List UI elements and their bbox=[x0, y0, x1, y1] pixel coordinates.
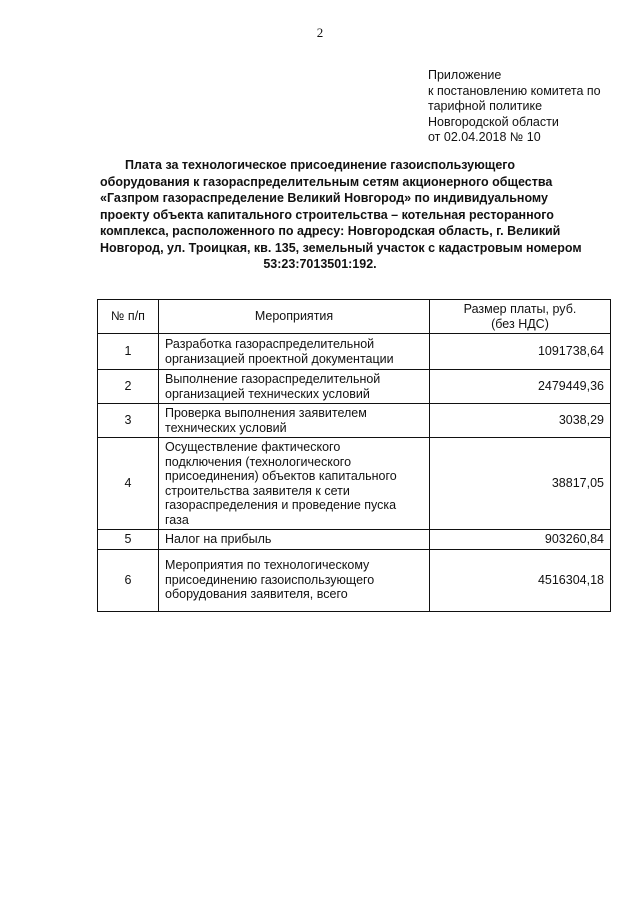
activity-line: присоединению газоиспользующего bbox=[165, 572, 375, 587]
row-fee: 1091738,64 bbox=[430, 334, 611, 370]
row-activity bbox=[159, 404, 430, 438]
title-line: оборудования к газораспределительным сетям акционерного общества bbox=[100, 174, 553, 189]
row-number: 4 bbox=[98, 438, 159, 530]
activity-line: Проверка выполнения заявителем bbox=[165, 406, 367, 420]
appendix-line: Новгородской области bbox=[428, 114, 559, 129]
row-fee: 38817,05 bbox=[430, 438, 611, 530]
row-activity bbox=[159, 334, 430, 370]
activity-line: Мероприятия по технологическому bbox=[165, 558, 370, 573]
activity-line: газораспределения и проведение пуска bbox=[165, 498, 397, 512]
activity-line: Налог на прибыль bbox=[165, 532, 272, 546]
header-fee bbox=[430, 300, 611, 334]
row-activity bbox=[159, 438, 430, 530]
row-activity bbox=[159, 549, 430, 611]
row-number: 1 bbox=[98, 334, 159, 370]
row-activity bbox=[159, 370, 430, 404]
header-fee-line: Размер платы, руб. bbox=[463, 302, 577, 316]
activity-line: подключения (технологического bbox=[165, 454, 352, 469]
table-row bbox=[98, 549, 611, 611]
header-activity: Мероприятия bbox=[159, 300, 430, 334]
activity-line: присоединения) объектов капитального bbox=[165, 469, 397, 483]
activity-line: Выполнение газораспределительной bbox=[165, 372, 381, 386]
row-number: 3 bbox=[98, 404, 159, 438]
fees-table bbox=[97, 299, 611, 612]
table-row bbox=[98, 438, 611, 530]
table-row bbox=[98, 530, 611, 550]
activity-line: организацией технических условий bbox=[165, 386, 370, 401]
activity-line: оборудования заявителя, всего bbox=[165, 587, 348, 602]
header-fee-line: (без НДС) bbox=[491, 316, 549, 331]
row-fee: 4516304,18 bbox=[430, 549, 611, 611]
table-row bbox=[98, 370, 611, 404]
appendix-header bbox=[428, 68, 628, 146]
table-header-row bbox=[98, 300, 611, 334]
appendix-line: тарифной политике bbox=[428, 99, 543, 113]
row-number: 6 bbox=[98, 549, 159, 611]
activity-line: строительства заявителя к сети bbox=[165, 483, 350, 498]
table-row bbox=[98, 334, 611, 370]
activity-line: технических условий bbox=[165, 420, 287, 435]
header-number: № п/п bbox=[98, 300, 159, 334]
title-line: «Газпром газораспределение Великий Новгород» по индивидуальному bbox=[100, 191, 548, 205]
document-title bbox=[100, 157, 582, 273]
title-line: 53:23:7013501:192. bbox=[263, 257, 377, 271]
row-activity bbox=[159, 530, 430, 550]
row-fee: 3038,29 bbox=[430, 404, 611, 438]
activity-line: Осуществление фактического bbox=[165, 440, 341, 454]
activity-line: газа bbox=[165, 512, 189, 527]
appendix-line: от 02.04.2018 № 10 bbox=[428, 130, 541, 144]
title-line: проекту объекта капитального строительства – котельная ресторанного bbox=[100, 207, 554, 222]
row-fee: 903260,84 bbox=[430, 530, 611, 550]
row-fee: 2479449,36 bbox=[430, 370, 611, 404]
appendix-line: к постановлению комитета по bbox=[428, 83, 601, 98]
page-number: 2 bbox=[316, 25, 324, 40]
activity-line: Разработка газораспределительной bbox=[165, 337, 375, 351]
title-line: Новгород, ул. Троицкая, кв. 135, земельный участок с кадастровым номером bbox=[100, 240, 582, 255]
activity-line: организацией проектной документации bbox=[165, 351, 394, 366]
row-number: 5 bbox=[98, 530, 159, 550]
table-row bbox=[98, 404, 611, 438]
title-line: комплекса, расположенного по адресу: Новгородская область, г. Великий bbox=[100, 224, 561, 238]
title-line: Плата за технологическое присоединение газоиспользующего bbox=[125, 158, 515, 172]
row-number: 2 bbox=[98, 370, 159, 404]
appendix-line: Приложение bbox=[428, 68, 502, 82]
